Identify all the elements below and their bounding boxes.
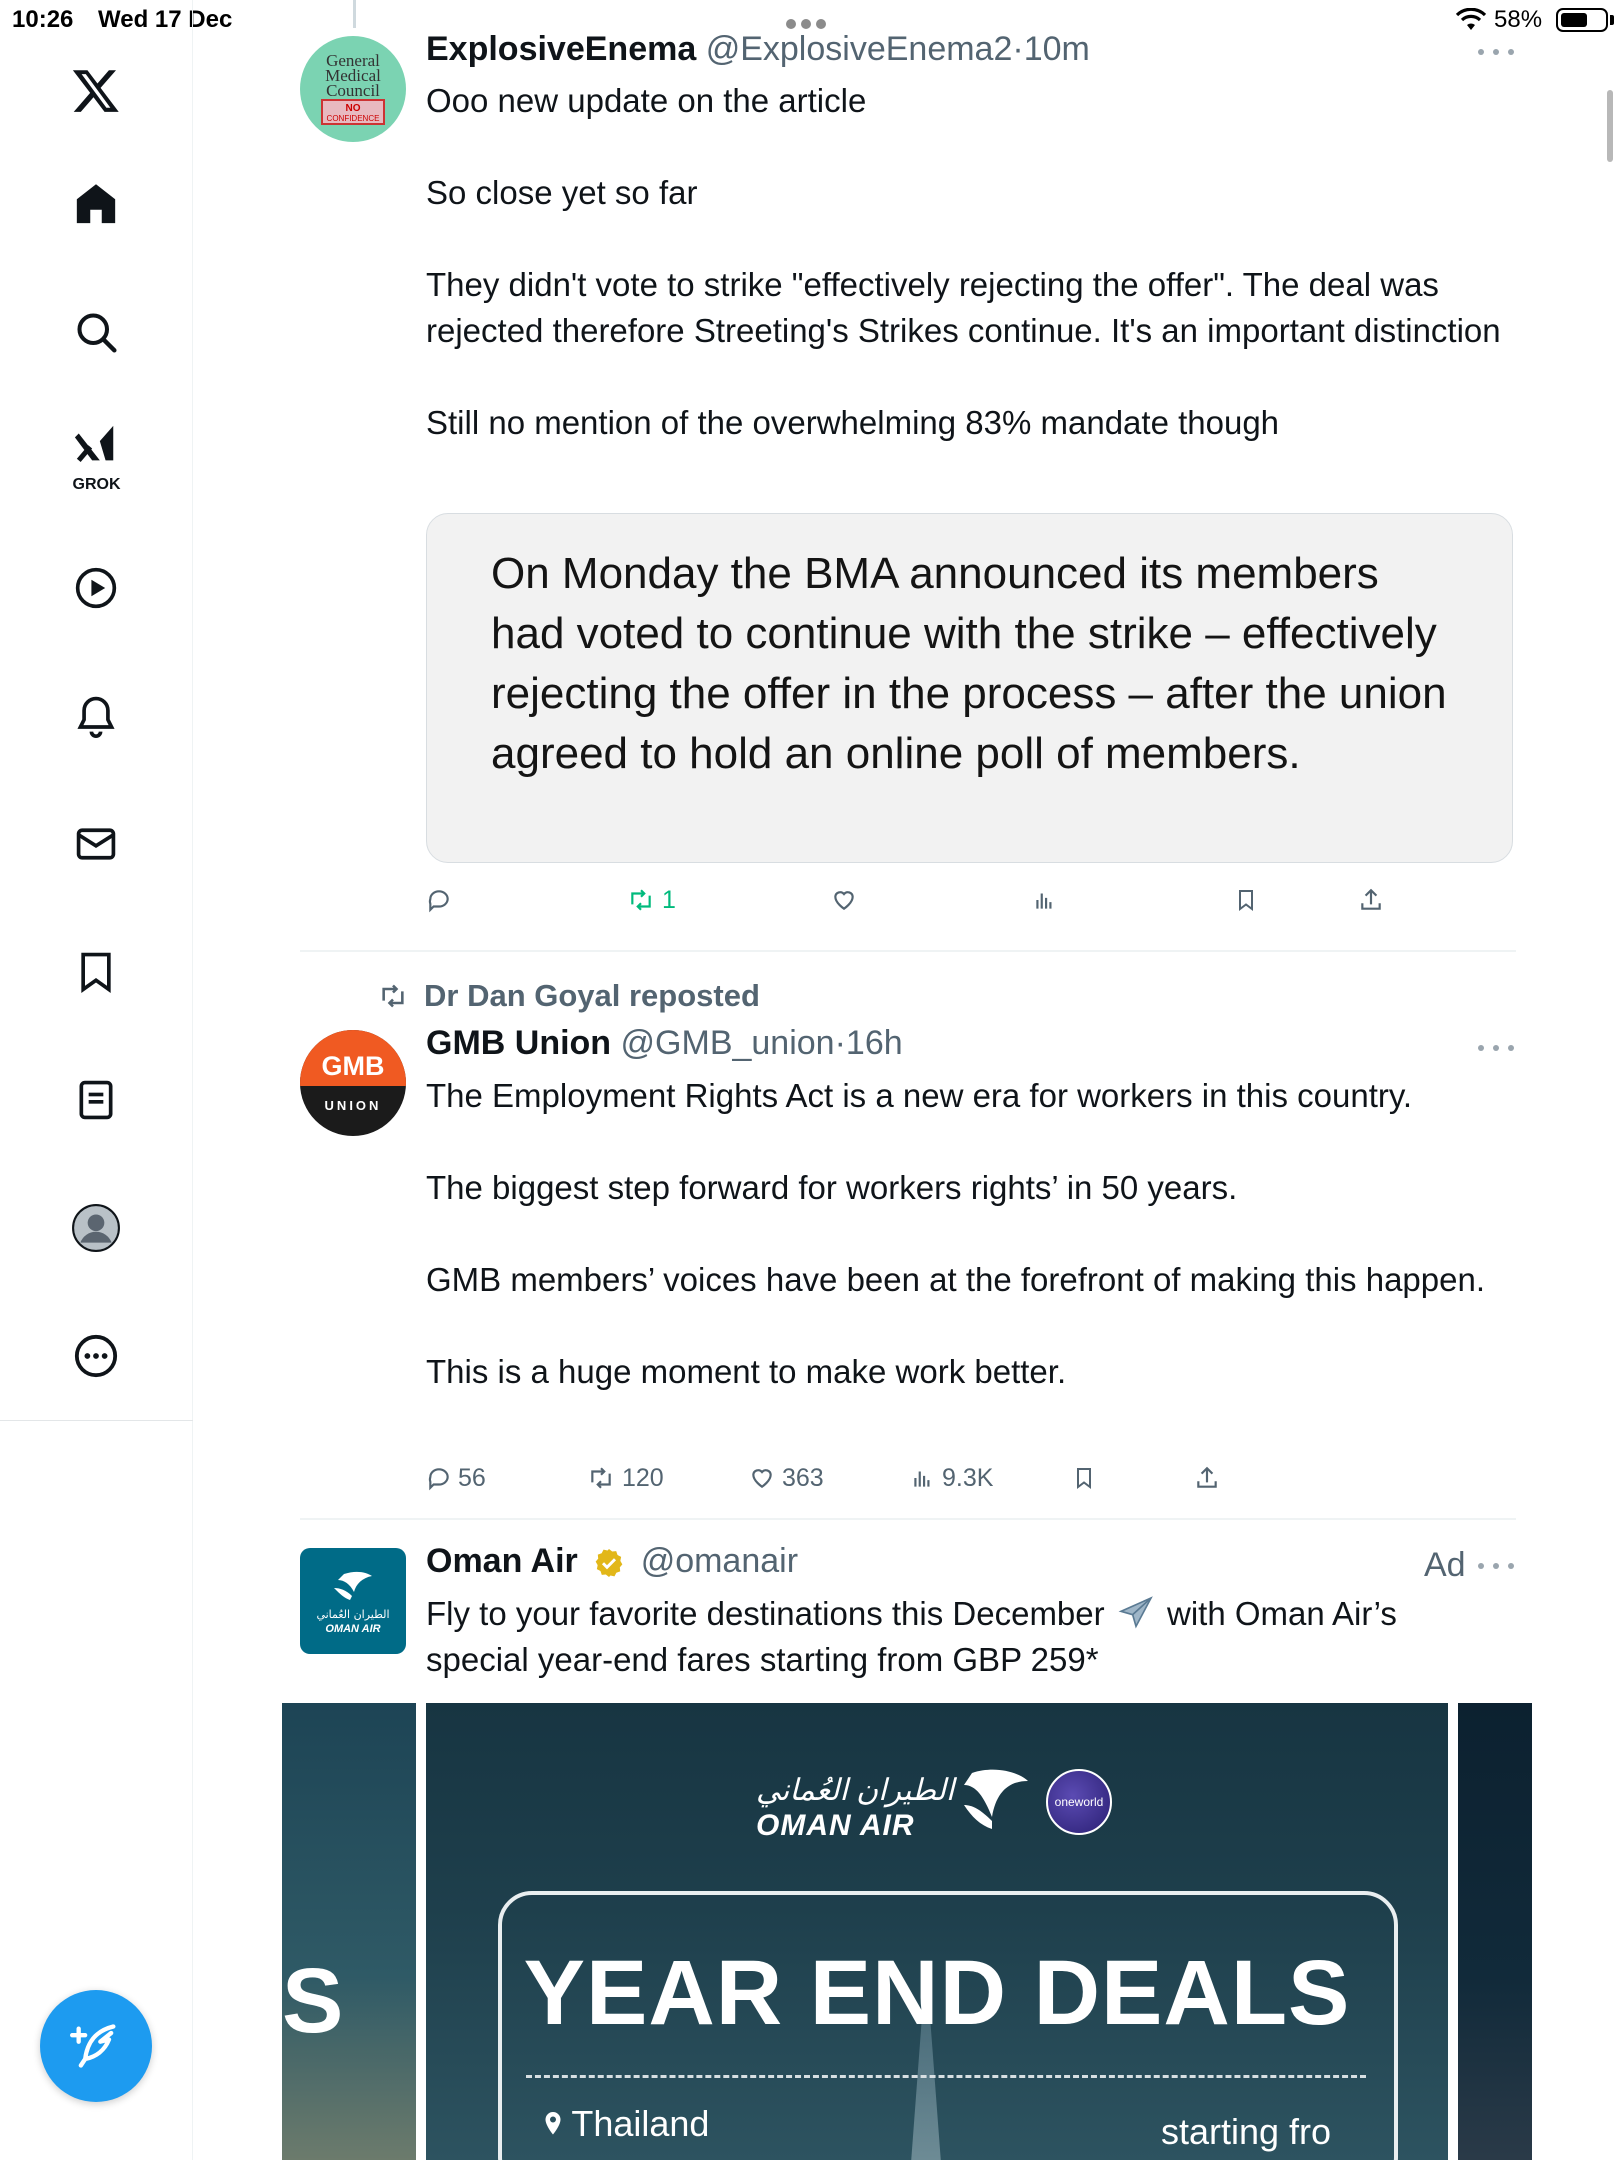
grok-icon[interactable] [60, 418, 132, 472]
bookmark-button[interactable] [1072, 1458, 1096, 1498]
display-name[interactable]: ExplosiveEnema [426, 30, 697, 68]
tweet-time[interactable]: 10m [1023, 30, 1090, 68]
repost-by-label: Dr Dan Goyal reposted [424, 978, 760, 1013]
retweet-count: 1 [662, 885, 676, 914]
airplane-emoji-icon [1114, 1593, 1158, 1633]
heart-icon [748, 1465, 776, 1491]
tweet-time[interactable]: 16h [845, 1024, 903, 1062]
share-button[interactable] [1358, 880, 1384, 920]
bookmark-icon [1072, 1465, 1096, 1491]
battery-percent: 58% [1494, 6, 1543, 33]
svg-text:الطيران العُماني: الطيران العُماني [316, 1608, 390, 1621]
share-icon [1194, 1465, 1220, 1491]
carousel-next-card[interactable] [1458, 1703, 1532, 2160]
compose-post-button[interactable] [40, 1990, 152, 2102]
display-name[interactable]: GMB Union [426, 1024, 612, 1062]
oman-air-logo-arabic: الطيران العُماني [756, 1774, 955, 1807]
tweet-divider [300, 1518, 1516, 1520]
svg-text:NO: NO [345, 103, 361, 114]
ad-headline: YEAR END DEALS [523, 1942, 1351, 2044]
repost-indicator[interactable] [376, 978, 760, 1014]
user-handle[interactable]: @omanair [640, 1542, 799, 1580]
home-icon[interactable] [60, 168, 132, 240]
reply-button[interactable] [426, 1458, 486, 1498]
user-handle[interactable]: @GMB_union [620, 1024, 835, 1062]
bookmark-button[interactable] [1234, 880, 1258, 920]
profile-avatar-icon[interactable] [60, 1192, 132, 1264]
views-chart-icon [910, 1465, 936, 1491]
starting-from-label: starting fro [1161, 2111, 1332, 2152]
tweet-body: Fly to your favorite destinations this December with Oman Air’s special year-end fares starting from GBP 259* [426, 1595, 1397, 1678]
more-options-button[interactable] [1478, 1042, 1514, 1054]
retweet-icon [586, 1465, 616, 1491]
destination-country: Thailand [544, 2103, 709, 2145]
articles-icon[interactable] [60, 1064, 132, 1136]
tweet-body: The Employment Rights Act is a new era for workers in this country. The biggest step forward for workers rights’ in 50 years. GMB members’ voices have been at the forefront of making this happen. This is a huge moment to make work better. [426, 1077, 1485, 1390]
svg-text:General: General [326, 51, 380, 70]
tweet-divider [300, 950, 1516, 952]
tweet-actions [426, 880, 1426, 920]
quoted-article-excerpt[interactable]: On Monday the BMA announced its members had voted to continue with the strike – effectively rejecting the offer in the process – after the union agreed to hold an online poll of members. [426, 513, 1513, 863]
ticket-dashed-line [526, 2075, 1366, 2078]
verified-badge-icon [593, 1547, 625, 1579]
reply-button[interactable] [426, 880, 452, 920]
like-button[interactable] [748, 1458, 824, 1498]
avatar-explosiveenema[interactable] [300, 36, 406, 142]
bookmarks-icon[interactable] [60, 936, 132, 1008]
retweet-button[interactable] [586, 1458, 664, 1498]
views-chart-icon [1032, 887, 1058, 913]
svg-text:UNION: UNION [324, 1098, 382, 1113]
like-button[interactable] [830, 880, 858, 920]
reply-count: 56 [458, 1463, 486, 1492]
svg-text:Council: Council [326, 81, 380, 100]
wifi-icon [1456, 8, 1486, 39]
tweet-header: GMB Union @GMB_union·16h [426, 1024, 903, 1062]
svg-text:CONFIDENCE: CONFIDENCE [326, 114, 380, 123]
x-logo-icon[interactable] [60, 54, 132, 126]
tweet-header: ExplosiveEnema @ExplosiveEnema2·10m [426, 30, 1090, 68]
battery-icon [1556, 8, 1608, 32]
messages-envelope-icon[interactable] [60, 808, 132, 880]
thread-connector-line [353, 0, 356, 28]
reply-icon [426, 887, 452, 913]
svg-text:Medical: Medical [325, 66, 381, 85]
retweet-button[interactable] [626, 880, 676, 920]
status-date: Wed 17 Dec [98, 6, 233, 33]
carousel-prev-card[interactable]: S [282, 1703, 416, 2160]
tweet-actions [426, 1458, 1426, 1498]
display-name[interactable]: Oman Air [426, 1542, 578, 1580]
share-icon [1358, 887, 1384, 913]
share-button[interactable] [1194, 1458, 1220, 1498]
oman-air-emblem-icon [956, 1761, 1036, 1841]
ad-media-card[interactable] [426, 1703, 1448, 2160]
retweet-icon [626, 887, 656, 913]
svg-text:GMB: GMB [321, 1051, 385, 1081]
sidebar-nav [0, 0, 193, 2160]
user-handle[interactable]: @ExplosiveEnema2 [705, 30, 1013, 68]
bookmark-icon [1234, 887, 1258, 913]
retweet-count: 120 [622, 1463, 664, 1492]
oman-air-logo-text: OMAN AIR [756, 1809, 915, 1842]
views-count: 9.3K [942, 1463, 994, 1492]
views-button[interactable] [1032, 880, 1058, 920]
avatar-gmb-union[interactable] [300, 1030, 406, 1136]
views-button[interactable] [910, 1458, 993, 1498]
like-count: 363 [782, 1463, 824, 1492]
reply-icon [426, 1465, 452, 1491]
more-options-icon[interactable] [60, 1320, 132, 1392]
more-options-button[interactable] [1478, 1560, 1514, 1572]
more-options-button[interactable] [1478, 46, 1514, 58]
scrollbar[interactable] [1607, 90, 1613, 162]
grok-label: GROK [72, 476, 121, 493]
notifications-bell-icon[interactable] [60, 680, 132, 752]
ad-media-carousel[interactable] [282, 1703, 1532, 2160]
retweet-icon [376, 982, 410, 1010]
oneworld-logo: oneworld [1046, 1769, 1112, 1835]
avatar-oman-air[interactable] [300, 1548, 406, 1654]
sidebar-divider [0, 1420, 193, 1421]
ad-label: Ad [1424, 1546, 1466, 1584]
multitasking-dots-icon[interactable] [786, 8, 834, 22]
status-time: 10:26 [12, 6, 74, 33]
svg-text:OMAN AIR: OMAN AIR [325, 1623, 381, 1635]
tweet-body: Ooo new update on the article So close yet so far They didn't vote to strike "effectively rejecting the offer". The deal was rejected therefore Streeting's Strikes continue. It's an important distinction Still no mention of the overwhelming 83% mandate though [426, 82, 1501, 441]
location-pin-icon [544, 2112, 562, 2136]
search-icon[interactable] [60, 296, 132, 368]
video-play-icon[interactable] [60, 552, 132, 624]
compose-feather-icon [70, 2020, 122, 2072]
heart-icon [830, 887, 858, 913]
tweet-header [426, 1542, 798, 1581]
